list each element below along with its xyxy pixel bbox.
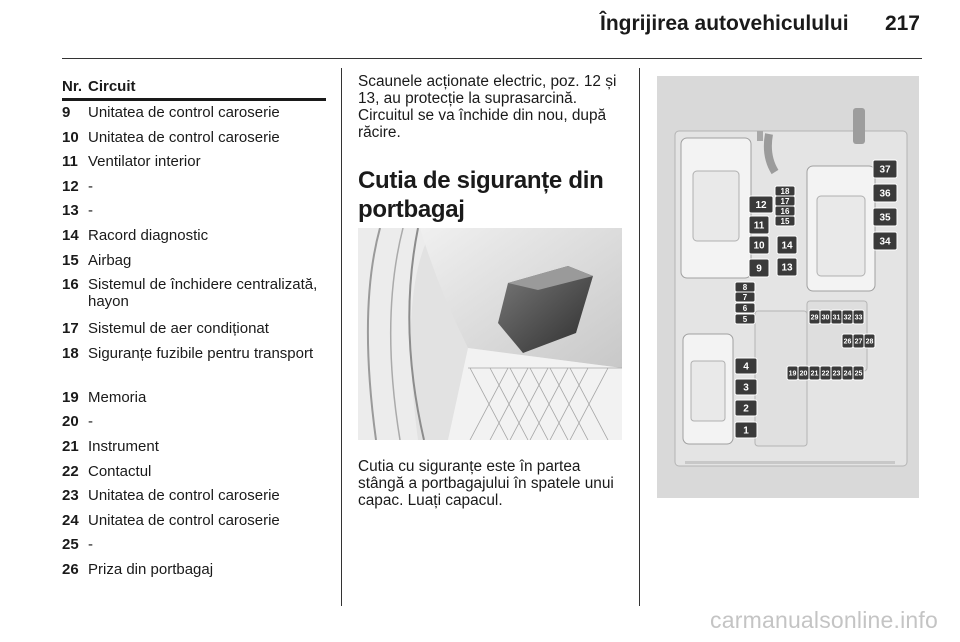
page-header-title: Îngrijirea autovehiculului xyxy=(600,12,849,35)
svg-text:3: 3 xyxy=(743,382,749,394)
fuse-label xyxy=(809,310,820,324)
table-row xyxy=(62,249,326,274)
row-circuit: Memoria xyxy=(88,388,147,406)
svg-text:30: 30 xyxy=(821,314,830,322)
svg-text:20: 20 xyxy=(799,370,808,378)
fuse-label xyxy=(735,400,757,416)
table-body xyxy=(62,101,326,583)
fuse-label xyxy=(775,206,795,216)
row-number: 20 xyxy=(62,413,79,431)
fuse-box-drawing xyxy=(657,76,919,498)
row-circuit: - xyxy=(88,202,93,220)
fuse-label xyxy=(831,310,842,324)
fuse-label xyxy=(873,208,897,226)
table-row xyxy=(62,126,326,151)
table-row xyxy=(62,175,326,200)
svg-text:34: 34 xyxy=(879,236,891,248)
fuse-label xyxy=(798,366,809,380)
table-header-circuit: Circuit xyxy=(88,78,136,95)
fuse-label xyxy=(873,160,897,178)
row-circuit: Instrument xyxy=(88,437,159,455)
fuse-label xyxy=(873,184,897,202)
svg-text:36: 36 xyxy=(879,188,891,200)
table-row xyxy=(62,317,326,342)
row-circuit: Sistemul de aer condiționat xyxy=(88,320,269,338)
fuse-label xyxy=(749,216,769,234)
fuse-label xyxy=(735,303,755,313)
fuse-label xyxy=(787,366,798,380)
svg-text:21: 21 xyxy=(810,370,819,378)
fuse-label xyxy=(775,216,795,226)
section-heading: Cutia de siguranțe din portbagaj xyxy=(358,167,604,223)
row-number: 22 xyxy=(62,462,79,480)
row-circuit: - xyxy=(88,536,93,554)
fuse-label xyxy=(820,310,831,324)
fuse-label xyxy=(853,366,864,380)
svg-text:24: 24 xyxy=(843,370,852,378)
table-header xyxy=(62,78,326,97)
svg-text:22: 22 xyxy=(821,370,830,378)
svg-text:16: 16 xyxy=(780,206,790,216)
fuse-label xyxy=(775,186,795,196)
trunk-illustration-drawing xyxy=(358,228,622,440)
fuse-label xyxy=(853,334,864,348)
table-row xyxy=(62,435,326,460)
row-number: 25 xyxy=(62,536,79,554)
fuse-label xyxy=(735,314,755,324)
svg-text:5: 5 xyxy=(742,314,748,324)
svg-text:35: 35 xyxy=(879,212,891,224)
row-circuit: Ventilator interior xyxy=(88,153,201,171)
row-circuit: Racord diagnostic xyxy=(88,226,209,244)
fuse-label xyxy=(873,232,897,250)
row-number: 23 xyxy=(62,487,79,505)
fuse-label xyxy=(842,310,853,324)
fuse-label xyxy=(735,292,755,302)
row-number: 19 xyxy=(62,388,79,406)
row-number: 15 xyxy=(62,251,79,269)
row-circuit: Airbag xyxy=(88,251,132,269)
circuit-table xyxy=(62,78,326,583)
svg-text:10: 10 xyxy=(753,240,765,252)
svg-text:9: 9 xyxy=(756,263,762,275)
row-number: 14 xyxy=(62,226,79,244)
row-circuit: Sistemul de închidere centralizată, hayon xyxy=(88,276,318,311)
row-circuit: Unitatea de control caroserie xyxy=(88,128,280,146)
fuse-label xyxy=(777,258,797,276)
table-row xyxy=(62,533,326,558)
svg-text:31: 31 xyxy=(832,314,841,322)
fuse-label xyxy=(809,366,820,380)
row-number: 13 xyxy=(62,202,79,220)
fuse-label xyxy=(775,196,795,206)
row-number: 21 xyxy=(62,437,79,455)
row-circuit: Unitatea de control caroserie xyxy=(88,511,280,529)
fuse-label xyxy=(749,236,769,254)
fuse-label xyxy=(842,366,853,380)
svg-text:8: 8 xyxy=(742,282,748,292)
row-circuit: Siguranțe fuzibile pentru transport xyxy=(88,344,314,362)
fuse-label xyxy=(735,379,757,395)
trunk-illustration xyxy=(358,228,622,440)
table-row xyxy=(62,509,326,534)
table-row xyxy=(62,150,326,175)
svg-text:6: 6 xyxy=(742,303,748,313)
row-circuit: Priza din portbagaj xyxy=(88,560,214,578)
svg-text:29: 29 xyxy=(810,314,819,322)
row-number: 9 xyxy=(62,104,71,121)
svg-text:4: 4 xyxy=(743,361,749,373)
table-row xyxy=(62,224,326,249)
fuse-label xyxy=(749,259,769,277)
row-number: 12 xyxy=(62,177,79,195)
svg-text:7: 7 xyxy=(742,292,748,302)
table-row xyxy=(62,558,326,583)
svg-text:23: 23 xyxy=(832,370,841,378)
paragraph-power-seats: Scaunele acționate electric, poz. 12 și 13, au protecție la suprasarcină. Circuitul se va închide din nou, după răcire. xyxy=(358,73,617,141)
row-number: 10 xyxy=(62,128,79,146)
column-divider-1 xyxy=(341,68,342,606)
fuse-label xyxy=(735,358,757,374)
table-header-nr: Nr. xyxy=(62,78,83,95)
row-circuit: Contactul xyxy=(88,462,152,480)
table-row xyxy=(62,342,326,386)
row-circuit: - xyxy=(88,413,93,431)
row-number: 24 xyxy=(62,511,79,529)
svg-text:32: 32 xyxy=(843,314,852,322)
fuse-label xyxy=(820,366,831,380)
fuse-label xyxy=(735,282,755,292)
row-circuit: Unitatea de control caroserie xyxy=(88,487,280,505)
column-divider-2 xyxy=(639,68,640,606)
row-circuit: Unitatea de control caroserie xyxy=(88,104,280,121)
row-number: 17 xyxy=(62,320,79,338)
svg-text:1: 1 xyxy=(743,425,749,437)
svg-text:11: 11 xyxy=(753,220,765,232)
svg-text:2: 2 xyxy=(743,403,749,415)
svg-text:19: 19 xyxy=(788,370,797,378)
paragraph-fuse-box-location: Cutia cu siguranțe este în partea stângă a portbagajului în spatele unui capac. Luați capacul. xyxy=(358,458,614,509)
table-row xyxy=(62,386,326,411)
svg-text:26: 26 xyxy=(843,338,852,346)
fuse-label xyxy=(864,334,875,348)
table-row xyxy=(62,484,326,509)
fuse-label xyxy=(735,422,757,438)
row-number: 26 xyxy=(62,560,79,578)
table-row xyxy=(62,199,326,224)
svg-text:28: 28 xyxy=(865,338,874,346)
table-row xyxy=(62,101,326,126)
fuse-label xyxy=(749,196,773,213)
svg-text:37: 37 xyxy=(879,164,891,176)
fuse-label xyxy=(842,334,853,348)
watermark: carmanualsonline.info xyxy=(710,607,938,633)
svg-text:27: 27 xyxy=(854,338,863,346)
svg-text:12: 12 xyxy=(755,200,767,212)
svg-text:15: 15 xyxy=(780,216,790,226)
table-row xyxy=(62,460,326,485)
svg-text:25: 25 xyxy=(854,370,863,378)
table-row xyxy=(62,273,326,317)
row-number: 16 xyxy=(62,276,79,294)
fuse-label xyxy=(853,310,864,324)
row-number: 11 xyxy=(62,153,78,171)
svg-text:13: 13 xyxy=(781,262,793,274)
svg-text:33: 33 xyxy=(854,314,863,322)
svg-text:14: 14 xyxy=(781,240,793,252)
row-number: 18 xyxy=(62,344,79,362)
svg-text:18: 18 xyxy=(780,186,790,196)
row-circuit: - xyxy=(88,177,93,195)
fuse-box-diagram xyxy=(657,76,919,498)
svg-text:17: 17 xyxy=(780,196,790,206)
fuse-label xyxy=(777,236,797,254)
fuse-label xyxy=(831,366,842,380)
table-row xyxy=(62,410,326,435)
page-number: 217 xyxy=(884,12,920,35)
header-divider xyxy=(62,58,922,59)
